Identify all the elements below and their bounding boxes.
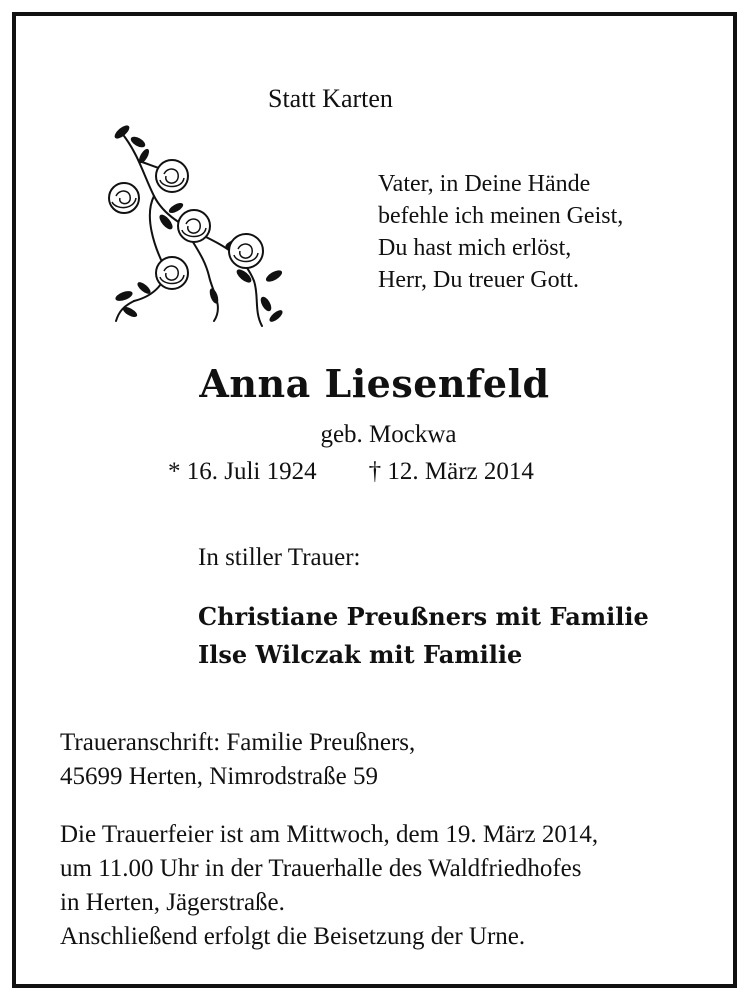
- deceased-name: Anna Liesenfeld: [199, 361, 550, 406]
- verse-block: [378, 168, 623, 296]
- address-line: 45699 Herten, Nimrodstraße 59: [60, 763, 378, 790]
- address-line: Traueranschrift: Familie Preußners,: [60, 729, 416, 756]
- verse-line: Herr, Du treuer Gott.: [378, 267, 579, 293]
- death-date: † 12. März 2014: [368, 458, 534, 485]
- family-name: Christiane Preußners mit Familie: [198, 602, 649, 631]
- ceremony-line: Die Trauerfeier ist am Mittwoch, dem 19. März 2014,: [60, 821, 599, 848]
- verse-line: Du hast mich erlöst,: [378, 235, 572, 261]
- mourning-address: [60, 726, 415, 794]
- statt-karten-heading: Statt Karten: [268, 84, 393, 113]
- verse-line: Vater, in Deine Hände: [378, 171, 591, 197]
- mourning-intro: In stiller Trauer:: [198, 544, 361, 571]
- family-name: Ilse Wilczak mit Familie: [198, 640, 523, 669]
- birth-name: geb. Mockwa: [320, 421, 457, 448]
- life-dates: [168, 458, 534, 486]
- mourner-families: [198, 598, 649, 674]
- ceremony-info: [60, 818, 598, 954]
- birth-date: * 16. Juli 1924: [168, 458, 317, 485]
- ceremony-line: um 11.00 Uhr in der Trauerhalle des Waldfriedhofes: [60, 855, 582, 882]
- verse-line: befehle ich meinen Geist,: [378, 203, 624, 229]
- ceremony-line: Anschließend erfolgt die Beisetzung der Urne.: [60, 923, 526, 950]
- roses-icon: [94, 116, 294, 331]
- ceremony-line: in Herten, Jägerstraße.: [60, 889, 285, 916]
- obituary-frame: [12, 12, 737, 988]
